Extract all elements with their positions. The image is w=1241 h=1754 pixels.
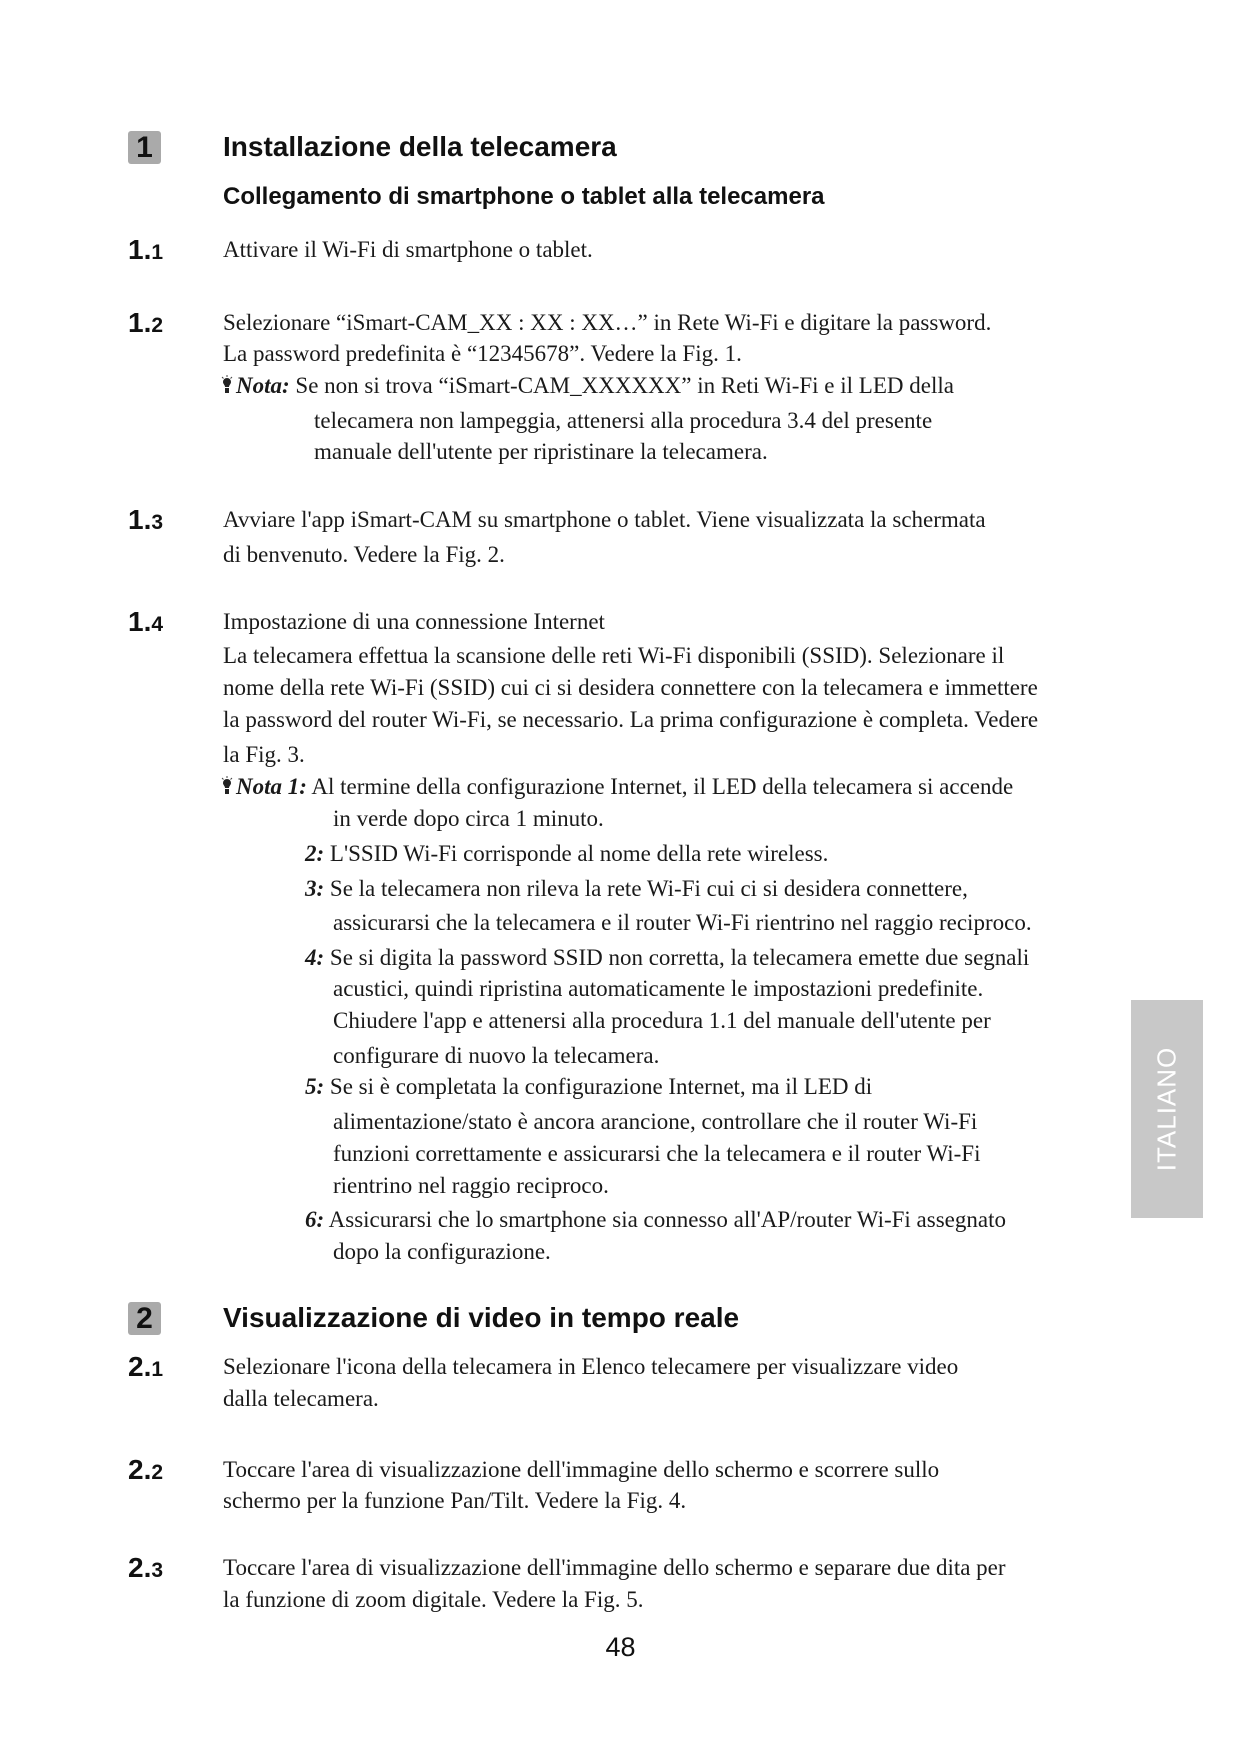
step-number xyxy=(128,307,163,342)
note-label: 4: xyxy=(305,945,325,970)
language-tab xyxy=(1131,1000,1203,1218)
note-label: Nota: xyxy=(236,373,290,398)
step-text-line: Selezionare “iSmart-CAM_XX : XX : XX…” in Rete Wi-Fi e digitare la password. xyxy=(223,310,992,335)
step-text-line: Selezionare l'icona della telecamera in Elenco telecamere per visualizzare video xyxy=(223,1354,959,1379)
note-line xyxy=(305,840,828,868)
step-number-major: 1. xyxy=(128,504,152,535)
page-number: 48 xyxy=(605,1632,636,1662)
step-text-line: Avviare l'app iSmart-CAM su smartphone o tablet. Viene visualizzata la schermata xyxy=(223,507,986,532)
note-line: telecamera non lampeggia, attenersi alla procedura 3.4 del presente xyxy=(314,408,933,433)
step-text-line: nome della rete Wi-Fi (SSID) cui ci si desidera connettere con la telecamera e immettere xyxy=(223,675,1038,700)
note-text: Se la telecamera non rileva la rete Wi-Fi cui ci si desidera connettere, xyxy=(324,876,968,901)
step-number-minor: 1 xyxy=(151,241,164,264)
step-text-line: Impostazione di una connessione Internet xyxy=(223,609,605,634)
step-number xyxy=(128,1454,163,1489)
step-number-major: 1. xyxy=(128,606,152,637)
note-line xyxy=(221,773,1013,801)
note-text: Se si è completata la configurazione Internet, ma il LED di xyxy=(324,1074,873,1099)
section-1-title: Installazione della telecamera xyxy=(223,131,617,162)
step-number xyxy=(128,1552,163,1587)
note-line: configurare di nuovo la telecamera. xyxy=(333,1043,660,1068)
step-text-line: Attivare il Wi-Fi di smartphone o tablet. xyxy=(223,237,593,262)
note-line: in verde dopo circa 1 minuto. xyxy=(333,806,604,831)
step-text-line: la password del router Wi-Fi, se necessario. La prima configurazione è completa. Vedere xyxy=(223,707,1039,732)
step-text-line: di benvenuto. Vedere la Fig. 2. xyxy=(223,542,505,567)
note-line xyxy=(305,1206,1006,1234)
step-text-line: la funzione di zoom digitale. Vedere la Fig. 5. xyxy=(223,1587,644,1612)
note-label: 6: xyxy=(305,1207,325,1232)
note-line xyxy=(305,944,1029,972)
note-text: Al termine della configurazione Internet, il LED della telecamera si accende xyxy=(306,774,1014,799)
step-number-minor: 3 xyxy=(151,1559,164,1582)
section-1-number-badge: 1 xyxy=(128,131,161,164)
step-text-line: dalla telecamera. xyxy=(223,1386,379,1411)
note-text: Assicurarsi che lo smartphone sia connesso all'AP/router Wi-Fi assegnato xyxy=(324,1207,1006,1232)
step-number xyxy=(128,606,163,641)
note-label: Nota 1: xyxy=(236,774,307,799)
note-line: rientrino nel raggio reciproco. xyxy=(333,1173,609,1198)
step-number-major: 1. xyxy=(128,307,152,338)
section-2-title: Visualizzazione di video in tempo reale xyxy=(223,1302,740,1333)
note-line: manuale dell'utente per ripristinare la telecamera. xyxy=(314,439,768,464)
lightbulb-icon xyxy=(221,775,233,795)
step-number xyxy=(128,1351,163,1386)
step-number-minor: 4 xyxy=(151,613,164,636)
section-2-number-badge: 2 xyxy=(128,1302,161,1335)
note-line: alimentazione/stato è ancora arancione, controllare che il router Wi-Fi xyxy=(333,1109,978,1134)
section-1-subtitle: Collegamento di smartphone o tablet alla telecamera xyxy=(223,183,825,210)
note-text: Se si digita la password SSID non corretta, la telecamera emette due segnali xyxy=(324,945,1030,970)
step-text-line: Toccare l'area di visualizzazione dell'immagine dello schermo e separare due dita per xyxy=(223,1555,1006,1580)
note-line xyxy=(305,1073,872,1101)
note-label: 2: xyxy=(305,841,325,866)
note-label: 5: xyxy=(305,1074,325,1099)
note-line: acustici, quindi ripristina automaticamente le impostazioni predefinite. xyxy=(333,976,984,1001)
step-number-major: 2. xyxy=(128,1351,152,1382)
step-number-major: 2. xyxy=(128,1552,152,1583)
note-text: Se non si trova “iSmart-CAM_XXXXXX” in Reti Wi-Fi e il LED della xyxy=(289,373,954,398)
note-line xyxy=(221,372,954,400)
step-number-minor: 2 xyxy=(151,314,164,337)
step-text-line: la Fig. 3. xyxy=(223,742,305,767)
step-text-line: Toccare l'area di visualizzazione dell'immagine dello schermo e scorrere sullo xyxy=(223,1457,940,1482)
note-line: dopo la configurazione. xyxy=(333,1239,551,1264)
step-number-major: 1. xyxy=(128,234,152,265)
note-line: assicurarsi che la telecamera e il router Wi-Fi rientrino nel raggio reciproco. xyxy=(333,910,1032,935)
step-number-major: 2. xyxy=(128,1454,152,1485)
step-number-minor: 3 xyxy=(151,511,164,534)
note-line: funzioni correttamente e assicurarsi che la telecamera e il router Wi-Fi xyxy=(333,1141,981,1166)
note-text: L'SSID Wi-Fi corrisponde al nome della rete wireless. xyxy=(324,841,829,866)
step-text-line: schermo per la funzione Pan/Tilt. Vedere la Fig. 4. xyxy=(223,1488,687,1513)
step-number xyxy=(128,504,163,539)
step-number xyxy=(128,234,163,269)
step-text-line: La telecamera effettua la scansione delle reti Wi-Fi disponibili (SSID). Selezionare il xyxy=(223,643,1005,668)
step-text-line: La password predefinita è “12345678”. Vedere la Fig. 1. xyxy=(223,341,742,366)
note-line xyxy=(305,875,968,903)
note-line: Chiudere l'app e attenersi alla procedura 1.1 del manuale dell'utente per xyxy=(333,1008,991,1033)
step-number-minor: 1 xyxy=(151,1358,164,1381)
lightbulb-icon xyxy=(221,374,233,394)
step-number-minor: 2 xyxy=(151,1461,164,1484)
language-tab-label: ITALIANO xyxy=(1151,1046,1182,1172)
note-label: 3: xyxy=(305,876,325,901)
